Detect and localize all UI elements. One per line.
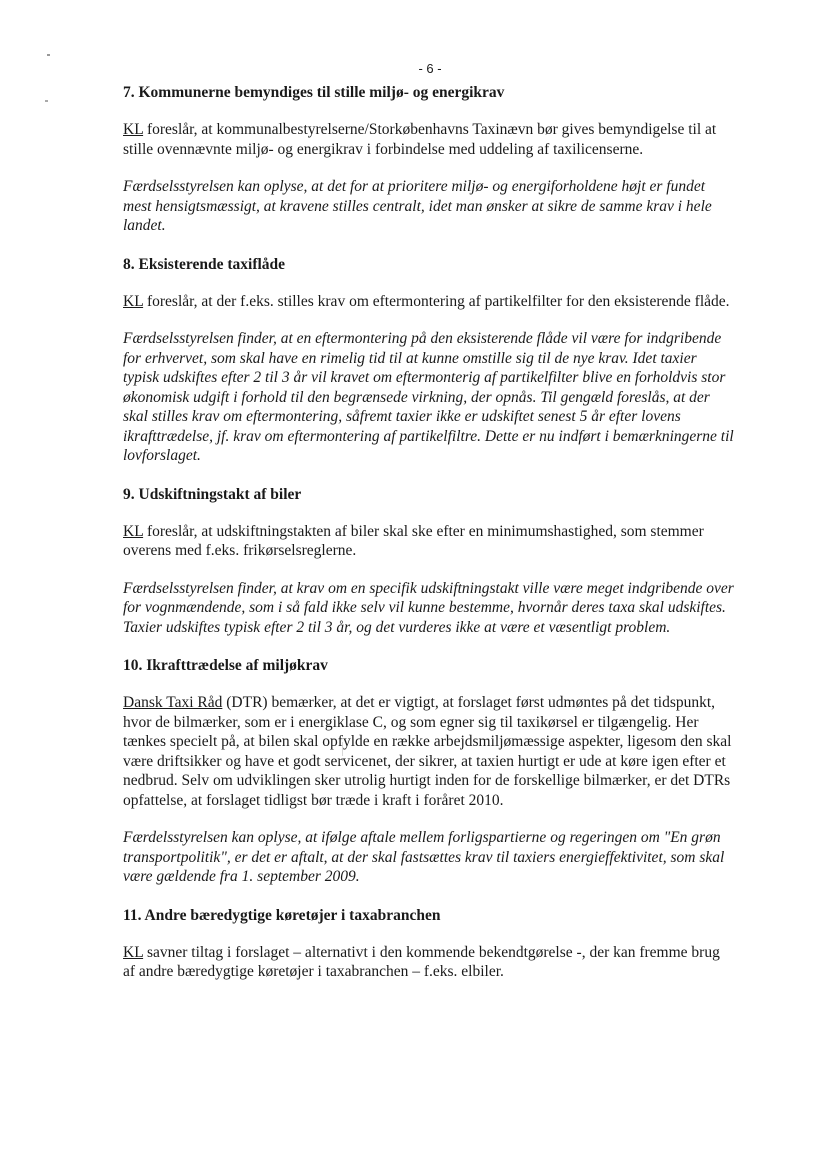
section-heading: 7. Kommunerne bemyndiges til stille miljø- og energikrav [123,84,505,101]
scan-mark [47,54,50,56]
scan-mark [45,100,48,102]
paragraph-text: foreslår, at kommunalbestyrelserne/Storkøbenhavns Taxinævn bør gives bemyndigelse til at stille ovennævnte miljø- og energikrav i forbindelse med uddeling af taxilicenserne. [123,121,717,158]
paragraph [123,292,735,312]
section-11 [123,905,735,982]
paragraph [123,522,735,561]
paragraph [123,120,735,159]
response-note: Færdselsstyrelsen finder, at en eftermontering på den eksisterende flåde vil være for indgribende for erhvervet, som skal have en rimelig tid til at kunne omstille sig til de nye krav. Idet taxier typisk udskiftes efter 2 til 3 år vil kravet om eftermonterig af partikelfilter blive en forholdvis stor økonomisk udgift i forhold til den begrænsede virkning, der opnås. Til gengæld foreslås, at der skal stilles krav om eftermontering, såfremt taxier ikke er udskiftet senest 5 år efter lovens ikrafttrædelse, jf. krav om eftermontering af partikelfiltre. Dette er nu indført i bemærkningerne til lovforslaget. [123,330,734,464]
section-heading: 9. Udskiftningstakt af biler [123,485,302,503]
document-body [123,82,735,1000]
section-10 [123,655,735,887]
paragraph-text: (DTR) bemærker, at det er vigtigt, at forslaget først udmøntes på det tidspunkt, hvor de bilmærker, som er i energiklase C, og som egner sig til taxikørsel er tilgængelig. Her tænkes specielt på, at bilen skal opfylde en række arbejdsmiljømæssige aspekter, ligesom den skal være driftsikker og have et godt servicenet, der sikrer, at taxien hurtigt er ude at køre igen efter et nedbrud. Selv om udviklingen sker utrolig hurtigt inden for de forskellige bilmærker, er det DTRs opfattelse, at forslaget tidligst bør træde i kraft i foråret 2010. [123,694,732,809]
section-9 [123,484,735,638]
paragraph [123,693,735,810]
organization-name: KL [123,121,144,138]
organization-name: KL [123,522,144,540]
response-note: Færdselsstyrelsen finder, at krav om en specifik udskiftningstakt ville være meget indgribende over for vognmændende, som i så fald ikke selv vil kunne bestemme, hvornår deres taxa skal udskiftes. Taxier udskiftes typisk efter 2 til 3 år, og det vurderes ikke at være et væsentligt problem. [123,579,734,636]
paragraph-text: savner tiltag i forslaget – alternativt i den kommende bekendtgørelse -, der kan fremme brug af andre bæredygtige køretøjer i taxabranchen – f.eks. elbiler. [123,943,720,980]
paragraph-text: foreslår, at der f.eks. stilles krav om eftermontering af partikelfilter for den eksisterende flåde. [143,292,730,310]
section-7 [123,82,735,236]
response-note: Færdselsstyrelsen kan oplyse, at det for at prioritere miljø- og energiforholdene højt er fundet mest hensigtsmæssigt, at kravene stilles centralt, idet man ønsker at sikre de samme krav i hele landet. [123,178,712,234]
organization-name: KL [123,943,144,961]
section-heading: 8. Eksisterende taxiflåde [123,255,286,273]
section-heading: 11. Andre bæredygtige køretøjer i taxabranchen [123,906,441,924]
page-number: - 6 - [418,61,442,76]
organization-name: Dansk Taxi Råd [123,694,223,711]
paragraph [123,943,735,982]
paragraph-text: foreslår, at udskiftningstakten af biler skal ske efter en minimumshastighed, som stemmer overens med f.eks. frikørselsreglerne. [123,522,704,559]
section-8 [123,254,735,466]
section-heading: 10. Ikrafttrædelse af miljøkrav [123,657,328,674]
organization-name: KL [123,292,144,310]
response-note: Færdelsstyrelsen kan oplyse, at ifølge aftale mellem forligspartierne og regeringen om "En grøn transportpolitik", er det er aftalt, at der skal fastsættes krav til taxiers energieffektivitet, som skal være gældende fra 1. september 2009. [123,829,725,885]
